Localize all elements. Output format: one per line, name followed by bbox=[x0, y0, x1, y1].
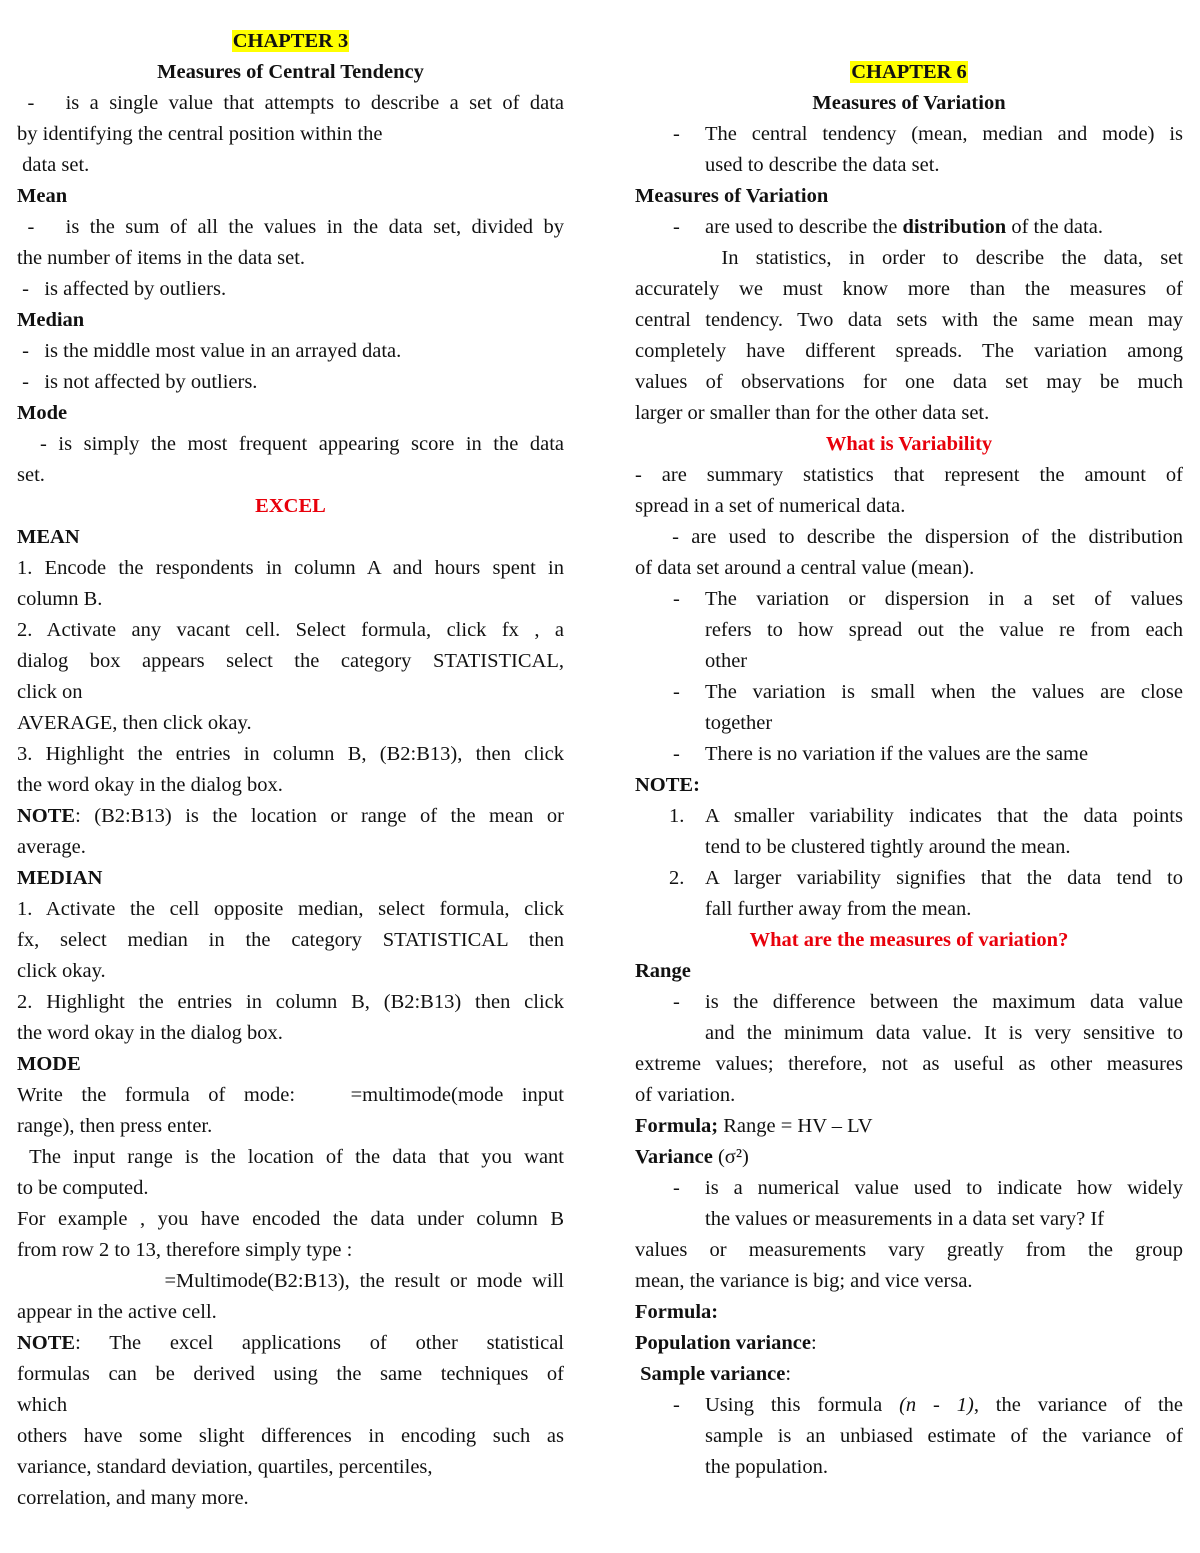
bullet-line: other bbox=[705, 650, 748, 672]
para-line: central tendency. Two data sets with the same mean may bbox=[635, 309, 1183, 331]
bullet-line: The variation is small when the values are close bbox=[705, 681, 1183, 703]
note-1-label: NOTE bbox=[17, 805, 76, 827]
bullet-line: the population. bbox=[705, 1456, 828, 1478]
variability-line: - are used to describe the dispersion of the distribution bbox=[635, 526, 1184, 548]
variance-line: mean, the variance is big; and vice versa. bbox=[635, 1270, 973, 1292]
bullet-line: There is no variation if the values are the same bbox=[705, 743, 1089, 765]
variability-line: spread in a set of numerical data. bbox=[635, 495, 906, 517]
chapter-6-heading: CHAPTER 6 bbox=[851, 61, 967, 83]
para-line: accurately we must know more than the measures of bbox=[635, 278, 1183, 300]
median-heading: Median bbox=[17, 309, 85, 331]
numbered-item bbox=[635, 801, 1183, 863]
excel-median-heading: MEDIAN bbox=[17, 867, 103, 889]
population-variance: Population variance: bbox=[635, 1332, 817, 1354]
mean-line: - is affected by outliers. bbox=[17, 278, 227, 300]
excel-mode-line: Write the formula of mode: =multimode(mode input bbox=[17, 1084, 564, 1106]
bullet-line: together bbox=[705, 712, 773, 734]
excel-mean-line: click on bbox=[17, 681, 83, 703]
excel-mean-heading: MEAN bbox=[17, 526, 80, 548]
excel-mean-line: 2. Activate any vacant cell. Select formula, click fx , a bbox=[17, 619, 564, 641]
intro-line: data set. bbox=[17, 154, 90, 176]
excel-mean-line: dialog box appears select the category STATISTICAL, bbox=[17, 650, 564, 672]
dash-marker: - bbox=[673, 743, 680, 765]
intro-line: - is a single value that attempts to describe a set of data bbox=[17, 92, 564, 114]
range-heading: Range bbox=[635, 960, 691, 982]
excel-mode-line: appear in the active cell. bbox=[17, 1301, 217, 1323]
bullet-line: the values or measurements in a data set vary? If bbox=[705, 1208, 1105, 1230]
dash-marker: - bbox=[673, 1394, 680, 1416]
excel-mode-line: to be computed. bbox=[17, 1177, 149, 1199]
para-line: values of observations for one data set may be much bbox=[635, 371, 1183, 393]
right-column bbox=[635, 57, 1183, 1483]
excel-mean-line: 1. Encode the respondents in column A and hours spent in bbox=[17, 557, 564, 579]
numbered-line: A smaller variability indicates that the data points bbox=[705, 805, 1183, 827]
dash-marker: - bbox=[673, 588, 680, 610]
bullet-line: are used to describe the distribution of the data. bbox=[705, 216, 1103, 238]
dash-marker: - bbox=[673, 216, 680, 238]
excel-median-line: the word okay in the dialog box. bbox=[17, 1022, 283, 1044]
chapter-6-title: Measures of Variation bbox=[812, 92, 1006, 114]
excel-median-line: 1. Activate the cell opposite median, select formula, click bbox=[17, 898, 564, 920]
note-2-label: NOTE bbox=[17, 1332, 76, 1354]
bullet-line: used to describe the data set. bbox=[705, 154, 940, 176]
numbered-line: A larger variability signifies that the data tend to bbox=[705, 867, 1183, 889]
note-2-cont: others have some slight differences in encoding such as bbox=[17, 1425, 564, 1447]
numbered-line: tend to be clustered tightly around the mean. bbox=[705, 836, 1071, 858]
median-line: - is the middle most value in an arrayed data. bbox=[17, 340, 402, 362]
para-line: In statistics, in order to describe the data, set bbox=[635, 247, 1183, 269]
item-number: 1. bbox=[669, 805, 685, 827]
excel-mode-line: The input range is the location of the data that you want bbox=[17, 1146, 564, 1168]
mean-line: the number of items in the data set. bbox=[17, 247, 306, 269]
excel-mean-line: the word okay in the dialog box. bbox=[17, 774, 283, 796]
excel-mean-line: AVERAGE, then click okay. bbox=[17, 712, 252, 734]
note-2-cont: formulas can be derived using the same techniques of bbox=[17, 1363, 564, 1385]
excel-mode-line: from row 2 to 13, therefore simply type : bbox=[17, 1239, 353, 1261]
excel-mode-heading: MODE bbox=[17, 1053, 81, 1075]
formula-label: Formula: bbox=[635, 1301, 719, 1323]
range-formula: Formula; Range = HV – LV bbox=[635, 1115, 873, 1137]
left-column bbox=[17, 26, 564, 1514]
excel-heading: EXCEL bbox=[255, 495, 326, 517]
note-heading: NOTE: bbox=[635, 774, 700, 796]
note-2-cont: which bbox=[17, 1394, 68, 1416]
bullet-line: is a numerical value used to indicate how widely bbox=[705, 1177, 1183, 1199]
excel-mean-line: column B. bbox=[17, 588, 103, 610]
excel-median-line: 2. Highlight the entries in column B, (B2:B13) then click bbox=[17, 991, 564, 1013]
variability-line: of data set around a central value (mean). bbox=[635, 557, 975, 579]
mean-line: - is the sum of all the values in the data set, divided by bbox=[17, 216, 565, 238]
dash-marker: - bbox=[673, 123, 680, 145]
excel-median-line: fx, select median in the category STATISTICAL then bbox=[17, 929, 564, 951]
bullet-item bbox=[635, 987, 1183, 1049]
bullet-line: Using this formula (n - 1), the variance of the bbox=[705, 1394, 1183, 1416]
mode-line: set. bbox=[17, 464, 45, 486]
median-line: - is not affected by outliers. bbox=[17, 371, 258, 393]
excel-mode-line: range), then press enter. bbox=[17, 1115, 213, 1137]
note-1-cont: average. bbox=[17, 836, 86, 858]
measures-of-variation-heading: Measures of Variation bbox=[635, 185, 829, 207]
excel-mean-line: 3. Highlight the entries in column B, (B2:B13), then click bbox=[17, 743, 564, 765]
chapter-3-heading: CHAPTER 3 bbox=[232, 30, 349, 52]
note-2 bbox=[17, 1328, 564, 1359]
mode-heading: Mode bbox=[17, 402, 68, 424]
excel-mode-line: =Multimode(B2:B13), the result or mode will bbox=[17, 1270, 565, 1292]
chapter-3-title: Measures of Central Tendency bbox=[157, 61, 424, 83]
bullet-item bbox=[635, 677, 1183, 739]
bullet-line: The variation or dispersion in a set of values bbox=[705, 588, 1183, 610]
bullet-line: refers to how spread out the value re from each bbox=[705, 619, 1183, 641]
sample-variance: Sample variance: bbox=[640, 1363, 792, 1385]
excel-median-line: click okay. bbox=[17, 960, 106, 982]
item-number: 2. bbox=[669, 867, 685, 889]
note-2-cont: correlation, and many more. bbox=[17, 1487, 249, 1509]
excel-mode-line: For example , you have encoded the data under column B bbox=[17, 1208, 564, 1230]
variability-line: - are summary statistics that represent the amount of bbox=[635, 464, 1183, 486]
para-line: larger or smaller than for the other data set. bbox=[635, 402, 990, 424]
bullet-item bbox=[635, 1390, 1183, 1483]
note-1-text: : (B2:B13) is the location or range of the mean or bbox=[75, 805, 564, 827]
variance-line: values or measurements vary greatly from the group bbox=[635, 1239, 1183, 1261]
numbered-line: fall further away from the mean. bbox=[705, 898, 972, 920]
bullet-line: The central tendency (mean, median and mode) is bbox=[705, 123, 1183, 145]
numbered-item bbox=[635, 863, 1183, 925]
bullet-line: sample is an unbiased estimate of the variance of bbox=[705, 1425, 1183, 1447]
note-2-text: : The excel applications of other statistical bbox=[75, 1332, 564, 1354]
measures-heading: What are the measures of variation? bbox=[749, 929, 1069, 951]
bullet-item bbox=[635, 1173, 1183, 1235]
mode-line: - is simply the most frequent appearing score in the data bbox=[17, 433, 564, 455]
intro-line: by identifying the central position within the bbox=[17, 123, 383, 145]
bullet-item bbox=[635, 119, 1183, 181]
dash-marker: - bbox=[673, 1177, 680, 1199]
dash-marker: - bbox=[673, 681, 680, 703]
bullet-line: is the difference between the maximum data value bbox=[705, 991, 1183, 1013]
bullet-item bbox=[635, 739, 1183, 770]
range-line: extreme values; therefore, not as useful as other measures bbox=[635, 1053, 1183, 1075]
range-line: of variation. bbox=[635, 1084, 736, 1106]
variance-heading: Variance (σ²) bbox=[635, 1146, 749, 1168]
note-1 bbox=[17, 801, 564, 832]
mean-heading: Mean bbox=[17, 185, 68, 207]
variability-heading: What is Variability bbox=[825, 433, 993, 455]
bullet-line: and the minimum data value. It is very sensitive to bbox=[705, 1022, 1183, 1044]
bullet-item bbox=[635, 584, 1183, 677]
para-line: completely have different spreads. The variation among bbox=[635, 340, 1183, 362]
dash-marker: - bbox=[673, 991, 680, 1013]
note-2-cont: variance, standard deviation, quartiles, percentiles, bbox=[17, 1456, 433, 1478]
bullet-item bbox=[635, 212, 1183, 243]
